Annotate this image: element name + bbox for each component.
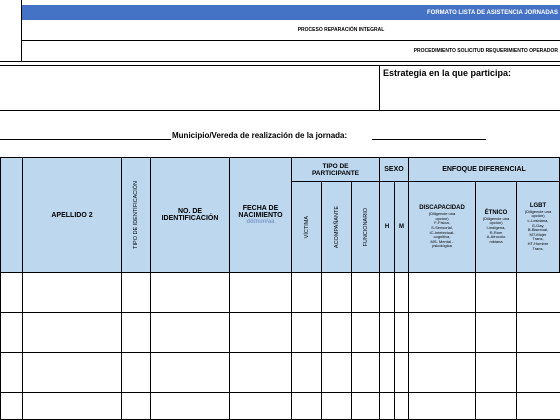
discapacidad-line: cognitiva,: [433, 234, 451, 240]
procedure-row: [22, 41, 560, 62]
sexo-label: SEXO: [384, 166, 404, 173]
municipality-underline-right: [372, 139, 486, 140]
table-cell[interactable]: [408, 352, 476, 393]
header-left-block: [0, 0, 22, 62]
table-cell[interactable]: [475, 392, 517, 420]
process-label: PROCESO REPARACIÓN INTEGRAL: [297, 27, 385, 33]
format-title: FORMATO LISTA DE ASISTENCIA JORNADAS: [426, 9, 558, 16]
lgbt-title: LGBT: [529, 202, 547, 209]
table-cell[interactable]: [351, 352, 380, 393]
table-cell[interactable]: [22, 392, 122, 420]
table-cell[interactable]: [150, 352, 230, 393]
table-cell[interactable]: [121, 392, 151, 420]
table-cell[interactable]: [321, 392, 352, 420]
table-cell[interactable]: [321, 272, 352, 313]
discapacidad-line: (Diligencie una: [428, 211, 456, 217]
th-fecha-nacimiento: [229, 157, 292, 273]
lgbt-line: opción): [531, 213, 545, 219]
etnico-title: ÉTNICO: [484, 209, 508, 216]
th-apellido2: APELLIDO 2: [22, 157, 122, 273]
table-cell[interactable]: [150, 312, 230, 353]
etnico-line: R-Rom: [489, 229, 503, 235]
strategy-label: Estrategia en la que participa:: [383, 68, 512, 78]
etnico-line: (Diligencie una: [482, 215, 510, 221]
th-tipo-participante: [291, 157, 380, 182]
tipo-participante-label: TIPO DE PARTICIPANTE: [311, 162, 360, 177]
table-cell[interactable]: [229, 352, 292, 393]
table-cell[interactable]: [229, 392, 292, 420]
th-enfoque-diferencial: [408, 157, 560, 182]
table-cell[interactable]: [475, 272, 517, 313]
table-cell[interactable]: [22, 312, 122, 353]
table-cell[interactable]: [321, 312, 352, 353]
table-cell[interactable]: [379, 392, 395, 420]
table-cell[interactable]: [394, 392, 409, 420]
h-label: H: [384, 224, 390, 230]
table-cell[interactable]: [229, 312, 292, 353]
table-cell[interactable]: [229, 272, 292, 313]
th-lgbt: [516, 181, 560, 273]
discapacidad-line: opción): [435, 215, 449, 221]
format-title-bar: [22, 5, 560, 20]
th-sexo: [379, 157, 409, 182]
table-cell[interactable]: [379, 272, 395, 313]
lgbt-line: (Diligencie una: [524, 208, 552, 214]
table-cell[interactable]: [121, 352, 151, 393]
table-cell[interactable]: [291, 392, 322, 420]
table-cell[interactable]: [291, 312, 322, 353]
process-row: [22, 20, 560, 41]
procedure-label: PROCEDIMIENTO SOLICITUD REQUERIMIENTO OPERADOR: [413, 48, 558, 54]
table-cell[interactable]: [394, 272, 409, 313]
table-cell[interactable]: [150, 272, 230, 313]
th-tipo-identificacion: TIPO DE IDENTIFICACIÓN: [121, 157, 151, 273]
etnico-line: A-Afrocolo: [486, 234, 506, 240]
table-cell[interactable]: [321, 352, 352, 393]
th-victima: VÍCTIMA: [291, 181, 322, 273]
table-cell[interactable]: [351, 312, 380, 353]
table-cell[interactable]: [351, 392, 380, 420]
th-etnico: [475, 181, 517, 273]
lgbt-line: G-Gay,: [531, 222, 545, 228]
table-cell[interactable]: [394, 352, 409, 393]
m-label: M: [399, 224, 404, 230]
th-acompanante: ACOMPAÑANTE: [321, 181, 352, 273]
etnico-line: opción): [489, 220, 503, 226]
municipality-label: Municipio/Vereda de realización de la jornada:: [172, 131, 348, 140]
table-cell[interactable]: [516, 312, 560, 353]
table-cell[interactable]: [516, 392, 560, 420]
table-cell[interactable]: [475, 312, 517, 353]
lgbt-line: Trans,: [532, 236, 544, 242]
enfoque-label: ENFOQUE DIFERENCIAL: [442, 166, 526, 173]
table-cell[interactable]: [121, 312, 151, 353]
lgbt-line: B-Bisexual,: [527, 227, 549, 233]
table-cell[interactable]: [291, 272, 322, 313]
lgbt-line: L-Lesbiana,: [527, 218, 549, 224]
th-left-stub: [0, 157, 23, 273]
table-cell[interactable]: [0, 392, 23, 420]
table-cell[interactable]: [351, 272, 380, 313]
th-h: [379, 181, 395, 273]
fecha-format: dd/mm/aa: [246, 219, 275, 225]
discapacidad-line: psicológica: [432, 243, 452, 249]
th-funcionario: FUNCIONARIO: [351, 181, 380, 273]
table-cell[interactable]: [516, 272, 560, 313]
table-cell[interactable]: [121, 272, 151, 313]
table-cell[interactable]: [475, 352, 517, 393]
etnico-line: mbiana: [489, 238, 503, 244]
municipality-underline-left: [0, 139, 171, 140]
discapacidad-title: DISCAPACIDAD: [419, 205, 465, 212]
table-cell[interactable]: [408, 312, 476, 353]
table-cell[interactable]: [150, 392, 230, 420]
fecha-label: FECHA DE NACIMIENTO: [238, 205, 283, 219]
discapacidad-line: IC-Intelectual-: [429, 229, 455, 235]
discapacidad-line: F-Física,: [434, 220, 450, 226]
table-cell[interactable]: [379, 352, 395, 393]
table-cell[interactable]: [408, 272, 476, 313]
table-cell[interactable]: [291, 352, 322, 393]
discapacidad-line: S-Sensorial,: [431, 224, 453, 230]
table-cell[interactable]: [0, 272, 23, 313]
strategy-divider: [379, 65, 380, 111]
etnico-line: I-indígena,: [486, 224, 506, 230]
table-cell[interactable]: [408, 392, 476, 420]
table-cell[interactable]: [22, 272, 122, 313]
lgbt-line: HT-Hombre: [527, 240, 549, 246]
table-cell[interactable]: [0, 312, 23, 353]
th-discapacidad: [408, 181, 476, 273]
table-cell[interactable]: [379, 312, 395, 353]
th-m: [394, 181, 409, 273]
discapacidad-line: MS- Mental -: [430, 238, 454, 244]
table-cell[interactable]: [516, 352, 560, 393]
lgbt-line: MT-Mujer: [529, 231, 547, 237]
lgbt-line: Trans.: [532, 245, 544, 251]
table-cell[interactable]: [394, 312, 409, 353]
table-cell[interactable]: [22, 352, 122, 393]
table-cell[interactable]: [0, 352, 23, 393]
th-no-identificacion: NO. DE IDENTIFICACIÓN: [150, 157, 230, 273]
